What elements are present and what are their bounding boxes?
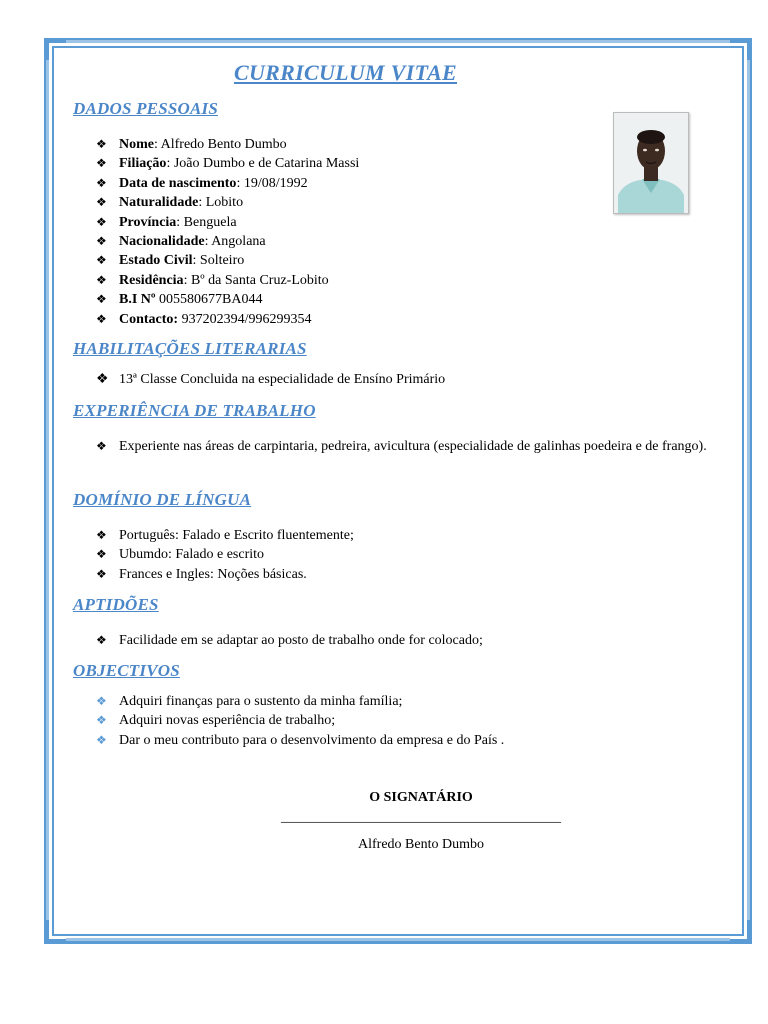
list-item — [96, 545, 354, 564]
field-label: Data de nascimento — [119, 175, 237, 191]
linguas-list — [96, 526, 354, 584]
field-value: 937202394/996299354 — [178, 311, 312, 327]
person-photo-icon — [614, 113, 688, 213]
field-label: Estado Civil — [119, 253, 193, 269]
diamond-bullet-icon: ❖ — [96, 253, 107, 268]
aptidoes-list — [96, 631, 483, 650]
item-text: Adquiri finanças para o sustento da minha família; — [119, 694, 403, 709]
field-value: : Lobito — [198, 195, 244, 211]
list-item — [96, 213, 359, 232]
page-border-accent-top — [66, 40, 730, 43]
list-item — [96, 174, 359, 193]
diamond-bullet-icon: ❖ — [96, 633, 107, 647]
item-text: Frances e Ingles: Noções básicas. — [119, 566, 307, 582]
personal-data-list — [96, 135, 359, 329]
list-item — [96, 193, 359, 212]
diamond-bullet-icon: ❖ — [96, 528, 107, 542]
objectivos-list — [96, 692, 504, 750]
list-item — [96, 370, 445, 389]
list-item — [96, 290, 359, 309]
diamond-bullet-icon: ❖ — [96, 175, 107, 190]
diamond-bullet-icon: ❖ — [96, 214, 107, 229]
diamond-bullet-icon: ❖ — [96, 195, 107, 210]
list-item — [96, 731, 504, 750]
item-text: Português: Falado e Escrito fluentemente; — [119, 528, 354, 543]
field-value: : João Dumbo e de Catarina Massi — [166, 156, 360, 172]
field-label: B.I Nº — [119, 292, 156, 308]
item-text: Ubumdo: Falado e escrito — [119, 547, 265, 563]
field-value: : Solteiro — [192, 253, 245, 269]
diamond-bullet-icon: ❖ — [96, 292, 107, 307]
diamond-bullet-icon: ❖ — [96, 713, 107, 728]
habilitacoes-list — [96, 370, 445, 389]
field-value: 005580677BA044 — [155, 292, 263, 308]
experiencia-list — [96, 437, 726, 456]
diamond-bullet-icon: ❖ — [96, 272, 107, 287]
diamond-bullet-icon: ❖ — [96, 439, 107, 453]
diamond-bullet-icon: ❖ — [96, 566, 107, 581]
field-label: Contacto: — [119, 311, 179, 327]
diamond-bullet-icon: ❖ — [96, 156, 107, 171]
section-heading-objectivos: OBJECTIVOS — [73, 661, 180, 680]
list-item — [96, 631, 483, 650]
item-text: Experiente nas áreas de carpintaria, pedreira, avicultura (especialidade de galinhas poedeira e de frango). — [119, 439, 707, 454]
list-item — [96, 271, 359, 290]
list-item — [96, 437, 726, 456]
profile-photo — [613, 112, 689, 214]
section-heading-habilitacoes: HABILITAÇÕES LITERARIAS — [73, 339, 307, 358]
page-border-accent-left — [46, 60, 49, 920]
list-item — [96, 232, 359, 251]
section-heading-aptidoes: APTIDÕES — [73, 595, 159, 614]
signatory-name: Alfredo Bento Dumbo — [358, 837, 484, 852]
field-value: : Angolana — [204, 234, 266, 250]
diamond-bullet-icon: ❖ — [96, 694, 107, 708]
field-value: : Alfredo Bento Dumbo — [154, 137, 287, 152]
diamond-bullet-icon: ❖ — [96, 137, 107, 151]
list-item — [96, 526, 354, 545]
list-item — [96, 565, 354, 584]
diamond-bullet-icon: ❖ — [96, 732, 107, 747]
field-value: : 19/08/1992 — [236, 175, 308, 191]
field-label: Nacionalidade — [119, 234, 205, 250]
diamond-bullet-icon: ❖ — [96, 372, 109, 387]
section-heading-dominio-lingua: DOMÍNIO DE LÍNGUA — [73, 490, 252, 509]
document-title: CURRICULUM VITAE — [234, 60, 458, 85]
page-border-accent-bottom — [66, 938, 730, 941]
list-item — [96, 154, 359, 173]
field-label: Residência — [119, 272, 184, 288]
field-value: : Bº da Santa Cruz-Lobito — [183, 272, 329, 288]
list-item — [96, 135, 359, 154]
field-label: Naturalidade — [119, 195, 199, 211]
diamond-bullet-icon: ❖ — [96, 311, 107, 326]
section-heading-dados-pessoais: DADOS PESSOAIS — [73, 99, 218, 118]
list-item — [96, 251, 359, 270]
list-item — [96, 711, 504, 730]
diamond-bullet-icon: ❖ — [96, 547, 107, 562]
field-label: Nome — [119, 137, 154, 152]
item-text: Dar o meu contributo para o desenvolvimento da empresa e do País . — [119, 732, 505, 748]
page-border-accent-right — [747, 60, 750, 920]
list-item — [96, 692, 504, 711]
section-heading-experiencia: EXPERIÊNCIA DE TRABALHO — [73, 401, 316, 420]
signature-heading: O SIGNATÁRIO — [369, 790, 473, 805]
field-label: Filiação — [119, 156, 167, 172]
item-text: Facilidade em se adaptar ao posto de trabalho onde for colocado; — [119, 633, 483, 648]
item-text: 13ª Classe Concluida na especialidade de Ensíno Primário — [119, 372, 446, 387]
diamond-bullet-icon: ❖ — [96, 234, 107, 249]
item-text: Adquiri novas esperiência de trabalho; — [119, 713, 336, 729]
field-label: Província — [119, 214, 177, 230]
field-value: : Benguela — [176, 214, 237, 230]
signature-line: ________________________________________ — [281, 810, 561, 825]
list-item — [96, 310, 359, 329]
